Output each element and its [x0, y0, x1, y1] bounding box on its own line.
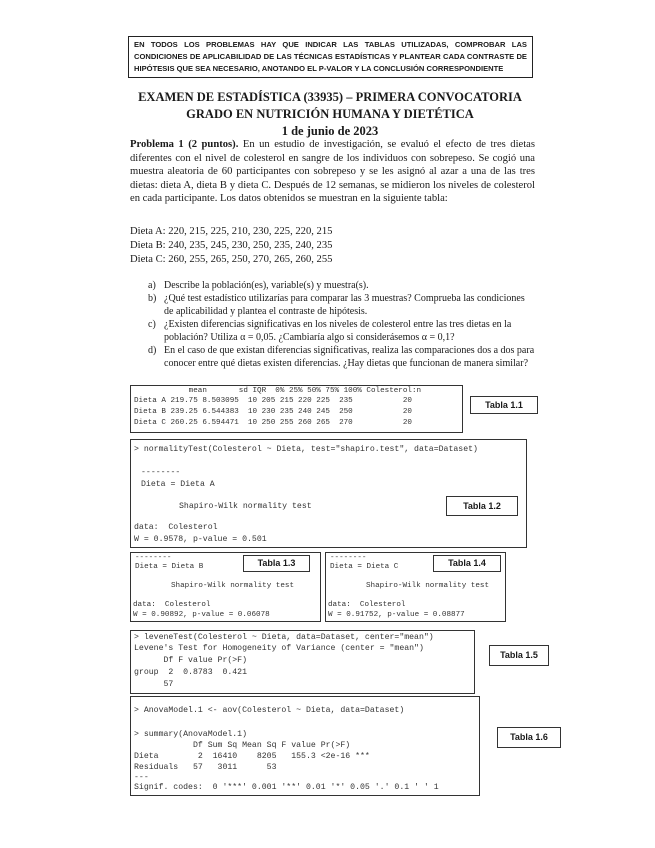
question-label: b) [148, 293, 157, 304]
question-text: ¿Existen diferencias significativas en los niveles de colesterol entre las tres dietas en la población? Utiliza α = 0,05. ¿Cambiaría algo si considerásemos α = 0,1? [164, 319, 512, 343]
table-1-2-output [130, 439, 527, 548]
separator: -------- [141, 468, 181, 477]
table-1-2-label: Tabla 1.2 [446, 496, 518, 516]
group-line: Dieta = Dieta A [141, 480, 215, 489]
data-line: data: Colesterol [328, 601, 406, 609]
output-line: Dieta A 219.75 8.503095 10 205 215 220 225 235 20 [134, 397, 412, 405]
question-c [148, 319, 536, 344]
r-command: > leveneTest(Colesterol ~ Dieta, data=Dataset, center="mean") [134, 633, 434, 642]
output-line: mean sd IQR 0% 25% 50% 75% 100% Colesterol:n [134, 387, 422, 395]
table-1-5-label: Tabla 1.5 [489, 645, 549, 666]
data-line: data: Colesterol [133, 601, 211, 609]
problem-statement [130, 138, 535, 206]
table-1-4-label: Tabla 1.4 [433, 555, 501, 572]
test-title: Levene's Test for Homogeneity of Variance (center = "mean") [134, 644, 424, 653]
test-title: Shapiro-Wilk normality test [179, 502, 312, 511]
data-line: data: Colesterol [134, 523, 218, 532]
question-label: c) [148, 319, 156, 330]
table-1-1-output [130, 385, 463, 433]
table-row: Dieta 2 16410 8205 155.3 <2e-16 *** [134, 752, 370, 761]
table-row: Residuals 57 3011 53 [134, 763, 277, 772]
problem-intro: En un estudio de investigación, se evaluó el efecto de tres dietas diferentes con el nivel de colesterol en sangre de los individuos con sobrepeso. Se cogió una muestra aleatoria de 60 participantes con sobrepeso y se les asignó al azar a una de las tres dietas: dieta A, dieta B y dieta C. Después de 12 semanas, se midieron los niveles de colesterol en cada participante. Los datos obtenidos se muestran en la siguiente tabla: [130, 139, 535, 205]
separator: -------- [330, 554, 367, 562]
test-title: Shapiro-Wilk normality test [171, 582, 295, 590]
problem-heading: Problema 1 (2 puntos). [130, 139, 239, 150]
output-line: Dieta B 239.25 6.544383 10 230 235 240 245 250 20 [134, 408, 412, 416]
diet-b-data: Dieta B: 240, 235, 245, 230, 250, 235, 240, 235 [130, 240, 333, 251]
table-1-6-output [130, 696, 480, 796]
question-a [148, 280, 536, 293]
diet-a-data: Dieta A: 220, 215, 225, 210, 230, 225, 220, 215 [130, 226, 333, 237]
r-command: > summary(AnovaModel.1) [134, 730, 248, 739]
question-d [148, 345, 536, 370]
output-line: Dieta C 260.25 6.594471 10 250 255 260 265 270 20 [134, 419, 412, 427]
question-b [148, 293, 536, 318]
statistic-line: W = 0.90892, p-value = 0.06078 [133, 611, 270, 619]
statistic-line: W = 0.9578, p-value = 0.501 [134, 535, 267, 544]
group-line: Dieta = Dieta C [330, 563, 399, 571]
separator: -------- [135, 554, 172, 562]
table-1-5-output [130, 630, 475, 694]
group-line: Dieta = Dieta B [135, 563, 204, 571]
instructions-notice: EN TODOS LOS PROBLEMAS HAY QUE INDICAR LAS TABLAS UTILIZADAS, COMPROBAR LAS CONDICIONES DE APLICABILIDAD DE LAS TÉCNICAS ESTADÍSTICAS Y PLANTEAR CADA CONTRASTE DE HIPÓTESIS QUE SEA NECESARIO, ANOTANDO EL P-VALOR Y LA CONCLUSIÓN CORRESPONDIENTE [128, 36, 533, 78]
question-label: a) [148, 280, 156, 291]
table-header: Df Sum Sq Mean Sq F value Pr(>F) [134, 741, 351, 750]
exam-title: EXAMEN DE ESTADÍSTICA (33935) – PRIMERA CONVOCATORIA [138, 90, 522, 104]
table-header: Df F value Pr(>F) [134, 656, 248, 665]
signif-codes: Signif. codes: 0 '***' 0.001 '**' 0.01 '*' 0.05 '.' 0.1 ' ' 1 [134, 783, 439, 792]
question-text: Describe la población(es), variable(s) y muestra(s). [164, 280, 369, 291]
r-command: > AnovaModel.1 <- aov(Colesterol ~ Dieta, data=Dataset) [134, 706, 405, 715]
r-command: > normalityTest(Colesterol ~ Dieta, test="shapiro.test", data=Dataset) [134, 445, 478, 454]
table-1-6-label: Tabla 1.6 [497, 727, 561, 748]
table-1-1-label: Tabla 1.1 [470, 396, 538, 414]
question-label: d) [148, 345, 157, 356]
test-title: Shapiro-Wilk normality test [366, 582, 490, 590]
exam-date: 1 de junio de 2023 [281, 124, 379, 138]
table-1-3-label: Tabla 1.3 [243, 555, 310, 572]
diet-c-data: Dieta C: 260, 255, 265, 250, 270, 265, 260, 255 [130, 254, 333, 265]
question-text: En el caso de que existan diferencias significativas, realiza las comparaciones dos a dos para conocer entre qué dietas existen diferencias. ¿Hay dietas que funcionan de manera similar? [164, 345, 535, 369]
table-row: 57 [134, 680, 174, 689]
statistic-line: W = 0.91752, p-value = 0.08877 [328, 611, 465, 619]
separator: --- [134, 773, 149, 782]
question-text: ¿Qué test estadístico utilizarías para comparar las 3 muestras? Comprueba las condiciones de aplicabilidad y plantea el contraste de hipótesis. [164, 293, 525, 317]
degree-title: GRADO EN NUTRICIÓN HUMANA Y DIETÉTICA [186, 107, 474, 121]
table-row: group 2 0.8783 0.421 [134, 668, 248, 677]
